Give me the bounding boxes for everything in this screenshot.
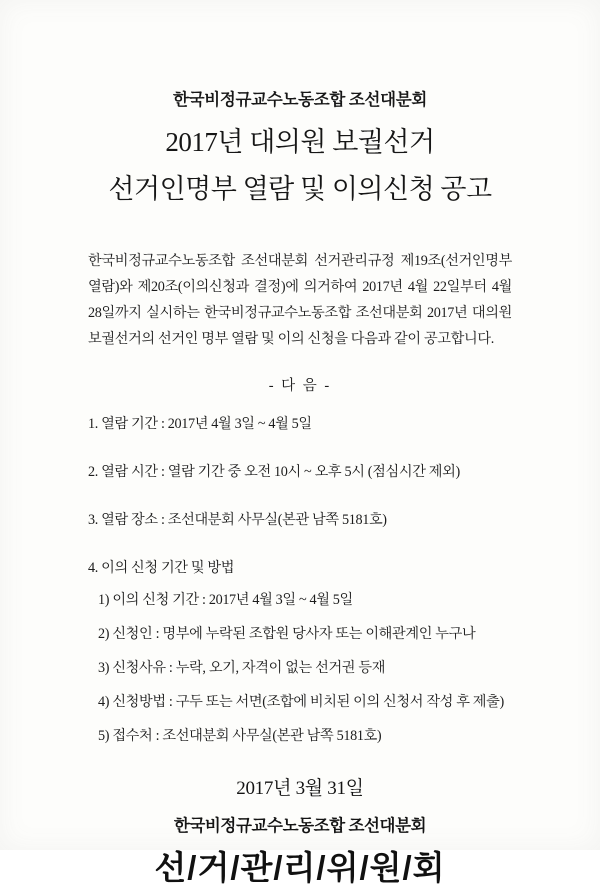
sub-item-list bbox=[88, 589, 512, 747]
list-item: 5) 접수처 : 조선대분회 사무실(본관 남쪽 5181호) bbox=[98, 728, 382, 744]
intro-paragraph: 한국비정규교수노동조합 조선대분회 선거관리규정 제19조(선거인명부 열람)와 제20조(이의신청과 결정)에 의거하여 2017년 4월 22일부터 4월 28일까지 실시하는 한국비정규교수노동조합 조선대분회 2017년 대의원 보궐선거의 선거인 명부 열람 및 이의 신청을 다음과 같이 공고합니다. bbox=[88, 253, 512, 347]
footer-organization: 한국비정규교수노동조합 조선대분회 bbox=[173, 816, 427, 835]
document-body bbox=[0, 248, 600, 889]
list-item: 1. 열람 기간 : 2017년 4월 3일 ~ 4월 5일 bbox=[88, 416, 312, 432]
list-item: 3. 열람 장소 : 조선대분회 사무실(본관 남쪽 5181호) bbox=[88, 512, 387, 528]
issue-date: 2017년 3월 31일 bbox=[236, 778, 364, 799]
list-item: 4) 신청방법 : 구두 또는 서면(조합에 비치된 이의 신청서 작성 후 제출) bbox=[98, 694, 504, 710]
list-item: 1) 이의 신청 기간 : 2017년 4월 3일 ~ 4월 5일 bbox=[98, 592, 353, 608]
document-footer bbox=[88, 773, 512, 889]
page-title-line-2: 선거인명부 열람 및 이의신청 공고 bbox=[108, 174, 492, 204]
list-item: 4. 이의 신청 기간 및 방법 bbox=[88, 560, 235, 576]
election-committee-name: 선/거/관/리/위/원/회 bbox=[154, 849, 446, 886]
page-title-line-1: 2017년 대의원 보궐선거 bbox=[165, 127, 435, 157]
section-divider-label: - 다 음 - bbox=[268, 378, 332, 394]
list-item: 3) 신청사유 : 누락, 오기, 자격이 없는 선거권 등재 bbox=[98, 660, 386, 676]
list-item: 2) 신청인 : 명부에 누락된 조합원 당사자 또는 이해관계인 누구나 bbox=[98, 626, 476, 642]
document-header bbox=[0, 0, 600, 206]
list-item: 2. 열람 시간 : 열람 기간 중 오전 10시 ~ 오후 5시 (점심시간 제외) bbox=[88, 464, 460, 480]
numbered-item-list bbox=[88, 413, 512, 747]
header-organization: 한국비정규교수노동조합 조선대분회 bbox=[172, 90, 428, 109]
